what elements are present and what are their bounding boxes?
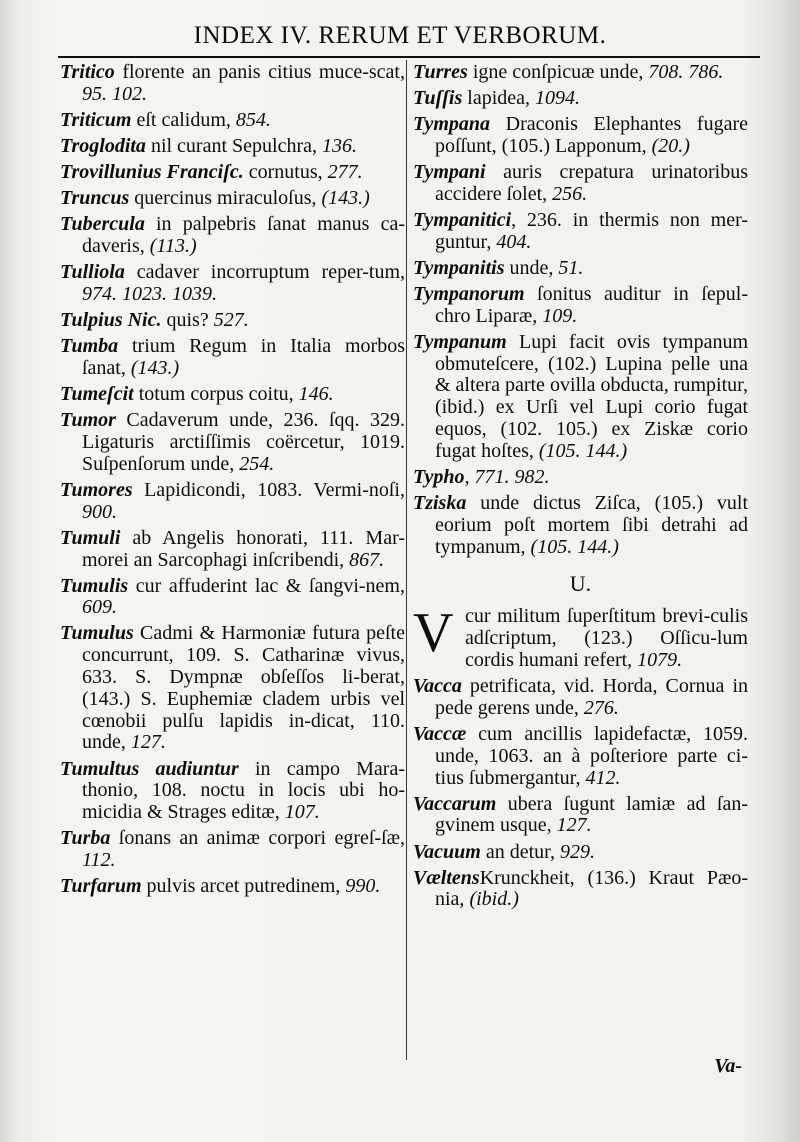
catchword: Va- [714,1055,742,1077]
entry-page-refs: 276. [583,696,619,719]
entry-term: Tumba [60,335,119,358]
entry-term: Triticum [60,108,132,131]
index-entry [413,676,748,720]
entry-text: in palpebris ſanat manus ca-daveris, [82,213,405,258]
entry-page-refs: 277. [327,161,363,184]
entry-page-refs: 127. [556,814,592,837]
index-entry [60,310,405,332]
entry-text: florente an panis citius muce-scat, [114,61,405,83]
entry-term: Tumulus [60,622,134,645]
index-entry [60,136,405,158]
entry-text: unde dictus Ziſca, (105.) vult eorium poſt mortem ſibi detrahi ad tympanum, [435,492,748,558]
entry-page-refs: 527. [213,309,249,332]
entry-text: Lupi facit ovis tympanum obmuteſcere, (102.) Lupina pelle una & altera parte ovilla obducta, rumpitur, (ibid.) ex Urſi vel Lupi corio fugat equos, (102. 105.) ex Ziskæ corio fugat hoſtes, [435,330,748,462]
index-entry [60,62,405,106]
entry-term: Vaccæ [413,722,467,745]
entry-page-refs: 990. [345,875,381,898]
entry-term: Turba [60,827,111,850]
entry-text: Lapidicondi, 1083. Vermi-noſi, [132,478,405,501]
entry-term: Tumores [60,478,133,501]
entry-page-refs: 109. [542,304,578,327]
entry-page-refs: 900. [82,500,117,523]
right-entries-v [413,676,748,911]
entry-term: Tumeſcit [60,383,134,406]
entry-text: unde, [504,256,559,279]
entry-page-refs: 256. [552,182,588,205]
index-entry [413,842,748,864]
entry-page-refs: 95. 102. [82,82,147,105]
entry-term: Tubercula [60,213,145,236]
entry-term: Tympanitici [413,208,512,231]
index-entry [60,528,405,572]
entry-term: Vacuum [413,840,481,863]
entry-term: Tziska [413,492,467,515]
entry-page-refs: 1094. [535,87,581,110]
entry-text: pulvis arcet putredinem, [141,875,346,898]
entry-page-refs: 112. [82,849,116,872]
index-entry [60,623,405,754]
entry-text: quis? [161,309,214,332]
entry-text: igne conſpicuæ unde, [467,61,649,83]
entry-text: Draconis Elephantes fugare poſſunt, (105.) Lapponum, [435,113,748,157]
index-entry [60,384,405,406]
entry-page-refs: (143.) [130,356,180,379]
entry-page-refs: 254. [239,452,275,475]
entry-text: auris crepatura urinatoribus accidere ſolet, [435,161,748,205]
index-entry [413,114,748,158]
entry-term: Turres [413,61,468,83]
entry-page-refs: 974. 1023. 1039. [82,282,217,305]
entry-page-refs: 136. [322,134,357,157]
entry-text: ubera ſugunt lamiæ ad ſan-gvinem usque, [435,792,748,837]
entry-text: , [464,465,475,488]
entry-page-refs: (ibid.) [469,888,519,911]
entry-text: cadaver incorruptum reper-tum, [124,261,405,284]
entry-term: Turfarum [60,875,142,898]
entry-term: Væltens [413,866,480,889]
header-rule [58,56,760,58]
entry-page-refs: 854. [235,108,271,131]
entry-page-refs: 404. [496,230,532,253]
entry-text: ab Angelis honorati, 111. Mar-morei an Sarcophagi inſcribendi, [82,526,405,571]
right-entries-t [413,62,748,558]
entry-term: Tympanum [413,330,507,353]
entry-term: Troglodita [60,134,146,157]
index-entry [413,467,748,489]
column-divider [406,60,407,1060]
entry-page-refs: 127. [130,731,166,754]
index-entry [413,88,748,110]
entry-term: Trovillunius Franciſc. [60,161,244,184]
index-entry [60,336,405,380]
left-column [60,62,405,902]
index-entry [60,828,405,872]
index-entry [413,210,748,254]
index-entry [60,110,405,132]
entry-text: Krunckheit, (136.) Kraut Pæo-nia, [435,866,748,911]
index-entry [60,576,405,620]
entry-page-refs: (105. 144.) [530,535,619,558]
drop-cap: V [413,602,454,665]
dropcap-text: cur militum ſuperſtitum brevi-culis adſcriptum, (123.) Oſſicu-lum cordis humani refert, [465,605,748,671]
index-entry [413,162,748,206]
entry-term: Vacca [413,675,462,698]
entry-text: ſonitus auditur in ſepul-chro Liparæ, [435,282,748,327]
page-header: INDEX IV. RERUM ET VERBORUM. [193,22,607,49]
entry-term: Tulliola [60,261,125,284]
index-entry [413,284,748,328]
entry-page-refs: 929. [559,840,595,863]
entry-page-refs: 867. [349,548,385,571]
entry-term: Tympanorum [413,282,525,305]
entry-text: eſt calidum, [131,108,236,131]
entry-term: Tulpius Nic. [60,309,162,332]
index-entry [413,493,748,558]
entry-page-refs: 708. 786. [648,61,724,83]
entry-page-refs: 107. [284,801,320,824]
entry-page-refs: (113.) [149,235,197,258]
entry-term: Tumulis [60,574,129,597]
dropcap-nums: 1079. [637,649,683,671]
entry-page-refs: (105. 144.) [538,439,628,462]
index-entry [60,410,405,475]
entry-text: Cadaverum unde, 236. ſqq. 329. Ligaturis arctiſſimis coërcetur, 1019. Suſpenſorum unde, [82,409,405,475]
index-entry [60,759,405,824]
entry-text: nil curant Sepulchra, [145,134,322,157]
entry-term: Vaccarum [413,792,497,815]
entry-text: petrificata, vid. Horda, Cornua in pede gerens unde, [435,675,748,719]
entry-text: ſonans an animæ corpori egreſ-ſæ, [110,827,405,850]
index-entry [413,258,748,280]
entry-text: trium Regum in Italia morbos ſanat, [82,335,405,379]
entry-text: cornutus, [243,161,328,184]
entry-page-refs: (20.) [651,134,690,157]
dropcap-entry [413,602,748,671]
entry-term: Tumultus audiuntur [60,757,239,780]
entry-text: Cadmi & Harmoniæ futura peſte concurrunt, 109. S. Catharinæ vivus, 633. S. Dympnæ obſeſſos li-berat, (143.) S. Euphemiæ cladem urbis vel cœnobii pulſu lapidis in-dicat, 110. unde, [82,622,405,754]
entry-text: lapidea, [462,87,536,110]
entry-page-refs: 609. [82,596,117,619]
entry-term: Tympana [413,113,491,136]
right-column [413,62,748,916]
entry-text: cur affuderint lac & ſangvi-nem, [128,574,405,597]
entry-page-refs: 146. [298,383,334,406]
entry-page-refs: 51. [558,256,584,279]
entry-page-refs: (143.) [321,187,370,210]
index-entry [413,724,748,789]
entry-page-refs: 412. [585,766,621,789]
entry-text: , 236. in thermis non mer-guntur, [435,208,748,253]
index-entry [60,188,405,210]
entry-term: Tumor [60,409,116,432]
index-entry [60,162,405,184]
entry-page-refs: 771. 982. [474,465,550,488]
index-entry [413,868,748,912]
index-entry [60,480,405,524]
entry-term: Tuſſis [413,87,463,110]
index-entry [60,876,405,898]
entry-term: Tympanitis [413,256,505,279]
entry-text: cum ancillis lapidefactæ, 1059. unde, 1063. an à poſteriore parte ci-tius ſubmergantur, [435,722,748,789]
index-entry [413,332,748,463]
entry-term: Typho [413,465,465,488]
entry-term: Tritico [60,61,115,83]
entry-text: quercinus miraculoſus, [129,187,322,210]
section-heading: U. [569,571,592,597]
entry-text: in campo Mara-thonio, 108. noctu in locis ubi ho-micidia & Strages editæ, [82,757,406,824]
index-entry [413,62,748,84]
entry-term: Truncus [60,187,130,210]
index-entry [60,214,405,258]
entry-term: Tumuli [60,526,121,549]
index-entry [60,262,405,306]
entry-term: Tympani [413,161,486,184]
entry-text: an detur, [480,840,560,863]
entry-text: totum corpus coitu, [133,383,299,406]
index-entry [413,794,748,838]
